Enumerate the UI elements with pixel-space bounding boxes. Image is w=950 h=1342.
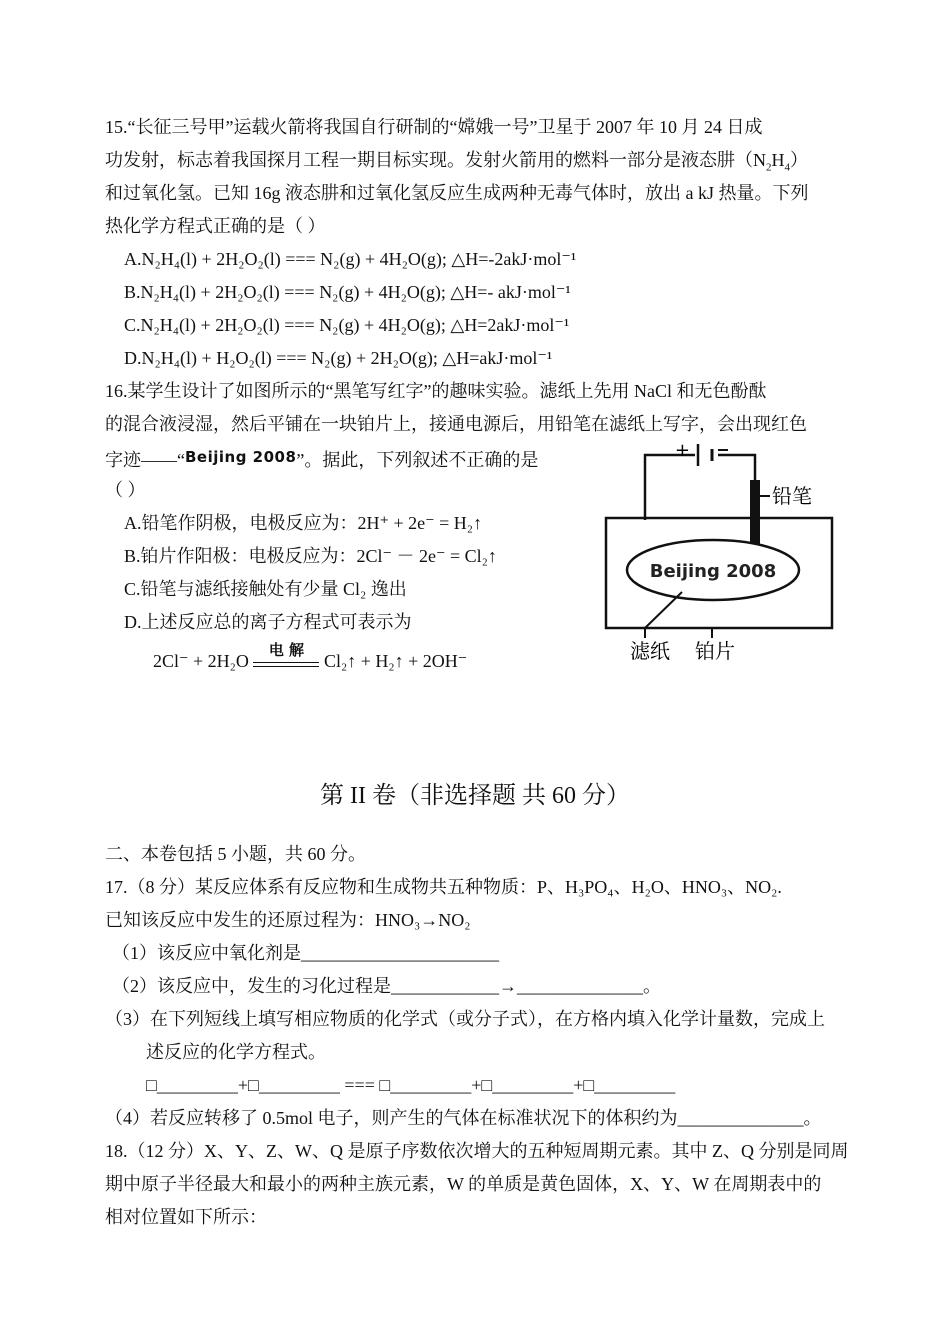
q15-line2 [105,149,808,179]
q15-line2b: H [771,150,785,170]
q15-line1: 15.“长征三号甲”运载火箭将我国自行研制的“嫦娥一号”卫星于 2007 年 10 月 24 日成 [105,117,763,137]
q17-line2: 已知该反应中发生的还原过程为：HNO₃→NO₂ [105,910,471,930]
q17-line1: 17.（8 分）某反应体系有反应物和生成物共五种物质：P、H₃PO₄、H₂O、HNO₃、NO₂. [105,877,782,897]
q17-part2: （2）该反应中，发生的习化过程是____________→______________。 [112,976,661,996]
q15-option-a: A.N₂H₄(l) + 2H₂O₂(l) === N₂(g) + 4H₂O(g); △H=-2akJ·mol⁻¹ [124,249,577,269]
q17-part3b: 述反应的化学方程式。 [146,1042,326,1062]
q16-line2: 的混合液浸湿，然后平铺在一块铂片上，接通电源后，用铅笔在滤纸上写字，会出现红色 [105,414,807,434]
q18-line1: 18.（12 分）X、Y、Z、W、Q 是原子序数依次增大的五种短周期元素。其中 Z、Q 分别是同周 [105,1141,849,1161]
q15-option-c: C.N₂H₄(l) + 2H₂O₂(l) === N₂(g) + 4H₂O(g); △H=2akJ·mol⁻¹ [124,315,570,335]
q16-option-c: C.铅笔与滤纸接触处有少量 Cl₂ 逸出 [124,579,407,599]
electrolysis-diagram [600,440,850,670]
pencil-label: 铅笔 [772,484,812,508]
q17-part1: （1）该反应中氧化剂是______________________ [112,943,499,963]
paper-leader [645,592,682,628]
q15-line3: 和过氧化氢。已知 16g 液态肼和过氧化氢反应生成两种无毒气体时，放出 a kJ 热量。下列 [105,183,809,203]
q16-option-a: A.铅笔作阴极，电极反应为：2H⁺ + 2e⁻ = H₂↑ [124,513,483,533]
q16-line3b: ”。据此，下列叙述不正确的是 [296,450,539,470]
beijing-2008-logo: Beijing 2008 [185,448,297,466]
q15-line4: 热化学方程式正确的是（ ） [105,216,326,236]
q16-equation [153,641,468,672]
q16-option-d: D.上述反应总的离子方程式可表示为 [124,612,412,632]
electrolysis-arrow [253,641,319,667]
filter-paper-label: 滤纸 [630,639,670,663]
q16-line1: 16.某学生设计了如图所示的“黑笔写红字”的趣味实验。滤纸上先用 NaCl 和无色酚酞 [105,381,767,401]
q15-line2a: 功发射，标志着我国探月工程一期目标实现。发射火箭用的燃料一部分是液态肼（N [105,150,766,170]
q16-eq-left: 2Cl⁻ + 2H₂O [153,651,249,671]
q16-option-b: B.铂片作阳极：电极反应为：2Cl⁻ － 2e⁻ = Cl₂↑ [124,546,497,566]
ellipse-beijing-text: Beijing 2008 [649,561,777,582]
q17-part3-equation: □_________+□_________ === □_________+□_________+□_________ [146,1075,676,1095]
electrolysis-label: 电 解 [268,641,305,659]
platinum-plate-label: 铂片 [695,639,735,663]
wire-left [645,455,695,520]
q15-option-b: B.N₂H₄(l) + 2H₂O₂(l) === N₂(g) + 4H₂O(g); △H=- akJ·mol⁻¹ [124,282,571,302]
q16-line4: （ ） [105,480,146,500]
section-intro: 二、本卷包括 5 小题，共 60 分。 [105,844,366,864]
q16-line3 [105,446,538,471]
q15-sub4: 4 [784,161,790,174]
q15-line2c: ） [790,150,808,170]
wire-right [718,455,755,480]
q15-option-d: D.N₂H₄(l) + H₂O₂(l) === N₂(g) + 2H₂O(g); △H=akJ·mol⁻¹ [124,348,553,368]
q16-eq-right: Cl₂↑ + H₂↑ + 2OH⁻ [323,651,468,671]
section-title: 第 II 卷（非选择题 共 60 分） [320,783,630,809]
battery-plus-sign: + [674,440,690,461]
q18-line3: 相对位置如下所示： [105,1207,267,1227]
q15-sub2: 2 [766,161,772,174]
q18-line2: 期中原子半径最大和最小的两种主族元素，W 的单质是黄色固体，X、Y、W 在周期表中的 [105,1174,822,1194]
q17-part4: （4）若反应转移了 0.5mol 电子，则产生的气体在标准状况下的体积约为______________。 [105,1108,822,1128]
q17-part3a: （3）在下列短线上填写相应物质的化学式（或分子式），在方格内填入化学计量数，完成上 [105,1009,825,1029]
q16-line3a: 字迹——“ [105,450,185,470]
